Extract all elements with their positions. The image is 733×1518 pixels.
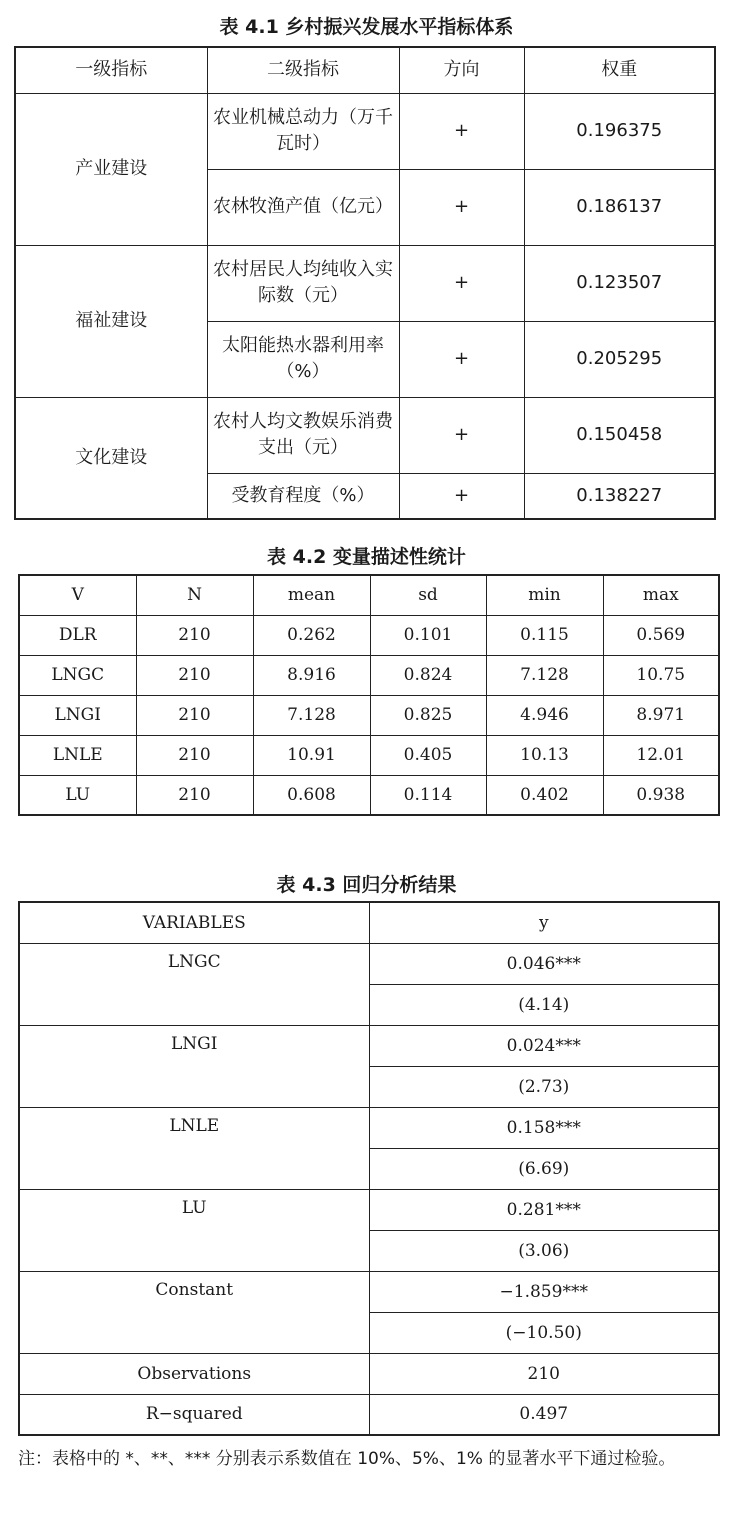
header-cell: min (486, 575, 603, 615)
weight-cell: 0.150458 (524, 397, 715, 473)
table-cell: 210 (136, 655, 253, 695)
table-row (15, 245, 715, 321)
tstat-cell: (6.69) (369, 1148, 719, 1189)
table-cell: 210 (136, 775, 253, 815)
regression-table (18, 901, 720, 1436)
table-row (19, 695, 719, 735)
table-cell: 10.91 (253, 735, 370, 775)
table-cell: 7.128 (486, 655, 603, 695)
header-cell: V (19, 575, 136, 615)
coef-row (19, 1271, 719, 1312)
coef-cell: −1.859*** (369, 1271, 719, 1312)
table-cell: 10.13 (486, 735, 603, 775)
coef-cell: 0.281*** (369, 1189, 719, 1230)
direction-cell: + (399, 397, 524, 473)
r-squared-value: 0.497 (369, 1394, 719, 1435)
table-cell: 210 (136, 615, 253, 655)
weight-cell: 0.123507 (524, 245, 715, 321)
r-squared-label: R−squared (19, 1394, 369, 1435)
table1-title: 表 4.1 乡村振兴发展水平指标体系 (219, 16, 514, 38)
table2-title: 表 4.2 变量描述性统计 (267, 546, 466, 568)
table-cell: 210 (136, 735, 253, 775)
indicator-name: 农林牧渔产值（亿元） (207, 169, 399, 245)
tstat-cell: (2.73) (369, 1066, 719, 1107)
table-cell: 0.101 (370, 615, 486, 655)
table-row (19, 655, 719, 695)
table-cell: 7.128 (253, 695, 370, 735)
variable-name: LNGC (19, 943, 369, 1025)
tstat-cell: (−10.50) (369, 1312, 719, 1353)
r-squared-row (19, 1394, 719, 1435)
header-cell: sd (370, 575, 486, 615)
table-row (19, 775, 719, 815)
table-cell: 0.402 (486, 775, 603, 815)
table-cell: LNGC (19, 655, 136, 695)
table-cell: LNLE (19, 735, 136, 775)
group-name: 福祉建设 (15, 245, 207, 397)
table-cell: 12.01 (603, 735, 719, 775)
variable-name: LU (19, 1189, 369, 1271)
header-cell: VARIABLES (19, 902, 369, 943)
direction-cell: + (399, 93, 524, 169)
weight-cell: 0.196375 (524, 93, 715, 169)
table-row (15, 93, 715, 169)
observations-row (19, 1353, 719, 1394)
coef-cell: 0.024*** (369, 1025, 719, 1066)
table-cell: 8.971 (603, 695, 719, 735)
header-cell: 方向 (399, 47, 524, 93)
table-note: 注：表格中的 *、**、*** 分别表示系数值在 10%、5%、1% 的显著水平下通过检验。 (18, 1449, 676, 1469)
weight-cell: 0.186137 (524, 169, 715, 245)
weight-cell: 0.138227 (524, 473, 715, 519)
table-cell: 0.114 (370, 775, 486, 815)
table-cell: 10.75 (603, 655, 719, 695)
coef-row (19, 1107, 719, 1148)
indicator-name: 农业机械总动力（万千瓦时） (207, 93, 399, 169)
coef-cell: 0.158*** (369, 1107, 719, 1148)
table-cell: LNGI (19, 695, 136, 735)
table-cell: 0.938 (603, 775, 719, 815)
coef-row (19, 943, 719, 984)
table-cell: DLR (19, 615, 136, 655)
table-cell: 0.569 (603, 615, 719, 655)
group-name: 文化建设 (15, 397, 207, 519)
header-cell: N (136, 575, 253, 615)
header-cell: y (369, 902, 719, 943)
header-cell: mean (253, 575, 370, 615)
table-cell: 0.115 (486, 615, 603, 655)
variable-name: LNLE (19, 1107, 369, 1189)
table-header-row (19, 902, 719, 943)
direction-cell: + (399, 321, 524, 397)
direction-cell: + (399, 245, 524, 321)
descriptive-stats-table (18, 574, 720, 816)
indicator-table (14, 46, 716, 520)
weight-cell: 0.205295 (524, 321, 715, 397)
table-cell: 0.608 (253, 775, 370, 815)
header-cell: 权重 (524, 47, 715, 93)
table-cell: 210 (136, 695, 253, 735)
table-cell: LU (19, 775, 136, 815)
observations-label: Observations (19, 1353, 369, 1394)
tstat-cell: (4.14) (369, 984, 719, 1025)
header-cell: 二级指标 (207, 47, 399, 93)
direction-cell: + (399, 169, 524, 245)
coef-cell: 0.046*** (369, 943, 719, 984)
table3-title: 表 4.3 回归分析结果 (276, 874, 457, 896)
variable-name: LNGI (19, 1025, 369, 1107)
variable-name: Constant (19, 1271, 369, 1353)
table-cell: 0.262 (253, 615, 370, 655)
header-cell: 一级指标 (15, 47, 207, 93)
indicator-name: 农村居民人均纯收入实际数（元） (207, 245, 399, 321)
group-name: 产业建设 (15, 93, 207, 245)
table-header-row (19, 575, 719, 615)
indicator-name: 受教育程度（%） (207, 473, 399, 519)
table-cell: 0.405 (370, 735, 486, 775)
direction-cell: + (399, 473, 524, 519)
indicator-name: 太阳能热水器利用率（%） (207, 321, 399, 397)
tstat-cell: (3.06) (369, 1230, 719, 1271)
table-row (19, 735, 719, 775)
table-cell: 0.825 (370, 695, 486, 735)
table-cell: 0.824 (370, 655, 486, 695)
table-cell: 4.946 (486, 695, 603, 735)
table-header-row (15, 47, 715, 93)
coef-row (19, 1025, 719, 1066)
observations-value: 210 (369, 1353, 719, 1394)
coef-row (19, 1189, 719, 1230)
table-row (15, 397, 715, 473)
header-cell: max (603, 575, 719, 615)
table-row (19, 615, 719, 655)
indicator-name: 农村人均文教娱乐消费支出（元） (207, 397, 399, 473)
table-cell: 8.916 (253, 655, 370, 695)
